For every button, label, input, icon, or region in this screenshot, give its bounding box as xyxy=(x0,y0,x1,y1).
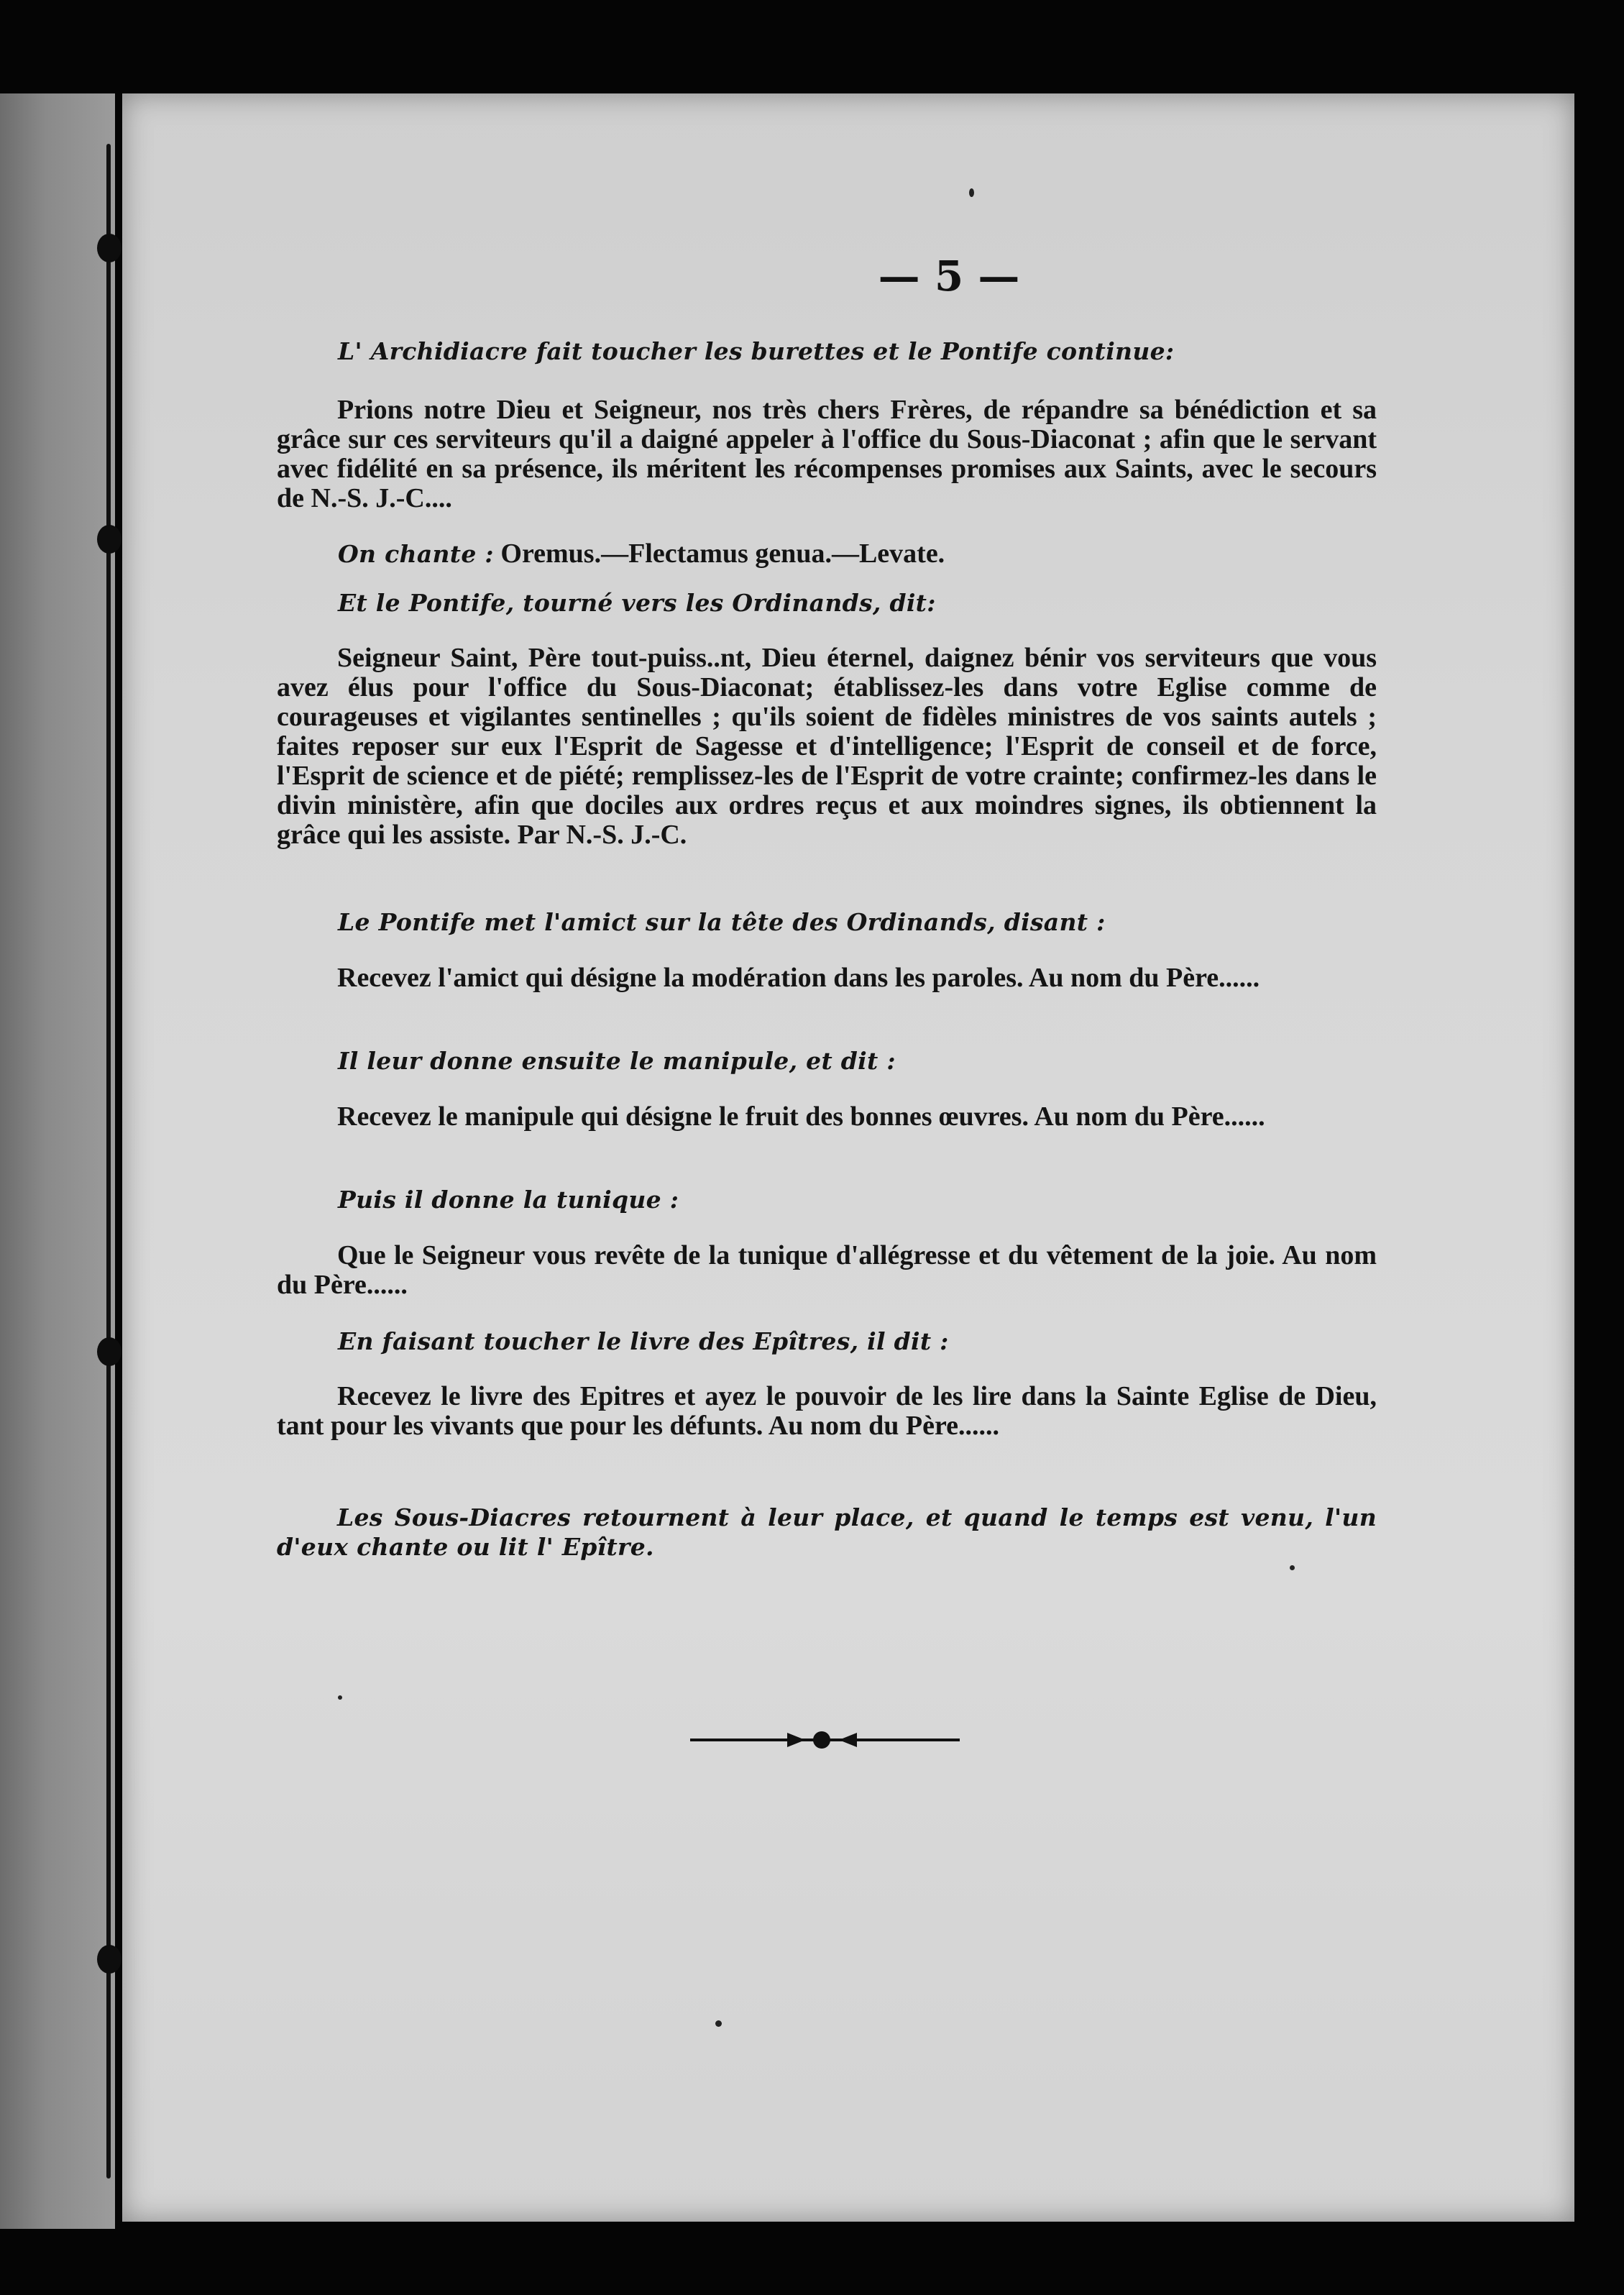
rubric-epitres: En faisant toucher le livre des Epîtres, il dit : xyxy=(338,1327,949,1355)
rubric-manipule: Il leur donne ensuite le manipule, et dit : xyxy=(338,1047,896,1075)
paragraph-tunique: Que le Seigneur vous revête de la tunique d'allégresse et du vêtement de la joie. Au nom du Père...... xyxy=(277,1240,1377,1300)
rubric-archidiacre: L' Archidiacre fait toucher les burettes et le Pontife continue: xyxy=(338,337,1175,365)
binding-thread xyxy=(106,144,111,2179)
rubric-pontife-tourne: Et le Pontife, tourné vers les Ordinands, dit: xyxy=(338,589,936,617)
binding-stitch xyxy=(97,234,121,262)
rubric-sous-diacres: Les Sous-Diacres retournent à leur place, et quand le temps est venu, l'un d'eux chante ou lit l' Epître. xyxy=(277,1503,1377,1561)
page-number: — 5 — xyxy=(878,252,1020,301)
paragraph-epitres: Recevez le livre des Epitres et ayez le pouvoir de les lire dans la Sainte Eglise de Dieu, tant pour les vivants que pour les défunts. Au nom du Père...... xyxy=(277,1381,1377,1441)
ornament-divider xyxy=(690,1729,960,1751)
binding-stitch xyxy=(97,1337,121,1366)
binding-stitch xyxy=(97,1945,121,1974)
print-speck xyxy=(715,2020,722,2027)
rubric-on-chante: On chante : xyxy=(338,540,494,568)
binding-margin xyxy=(0,93,115,2229)
rubric-tunique: Puis il donne la tunique : xyxy=(338,1186,679,1214)
chant-text: Oremus.—Flectamus genua.—Levate. xyxy=(500,539,945,569)
paragraph-seigneur-saint: Seigneur Saint, Père tout-puiss..nt, Dieu éternel, daignez bénir vos serviteurs que vous avez élus pour l'office du Sous-Diaconat; établissez-les dans votre Eglise comme de courageuses et vigilantes sentinelles ; qu'ils soient de fidèles ministres de vos saints autels ; faites reposer sur eux l'Esprit de Sagesse et d'intelligence; l'Esprit de conseil et de force, l'Esprit de science et de piété; remplissez-les de l'Esprit de votre crainte; confirmez-les dans le divin ministère, afin que dociles aux ordres reçus et aux moindres signes, ils obtiennent la grâce qui les assiste. Par N.-S. J.-C. xyxy=(277,643,1377,850)
paragraph-manipule: Recevez le manipule qui désigne le fruit des bonnes œuvres. Au nom du Père...... xyxy=(337,1101,1265,1132)
chant-line xyxy=(338,539,1438,569)
print-speck xyxy=(1290,1565,1295,1570)
print-speck xyxy=(338,1695,342,1700)
print-speck xyxy=(969,188,974,197)
binding-stitch xyxy=(97,525,121,554)
rubric-amict: Le Pontife met l'amict sur la tête des Ordinands, disant : xyxy=(338,908,1106,936)
paragraph-prions: Prions notre Dieu et Seigneur, nos très chers Frères, de répandre sa bénédiction et sa grâce sur ces serviteurs qu'il a daigné appeler à l'office du Sous-Diaconat ; afin que le servant avec fidélité en sa présence, ils méritent les récompenses promises aux Saints, avec le secours de N.-S. J.-C.... xyxy=(277,395,1377,513)
paragraph-amict: Recevez l'amict qui désigne la modération dans les paroles. Au nom du Père...... xyxy=(337,963,1260,993)
